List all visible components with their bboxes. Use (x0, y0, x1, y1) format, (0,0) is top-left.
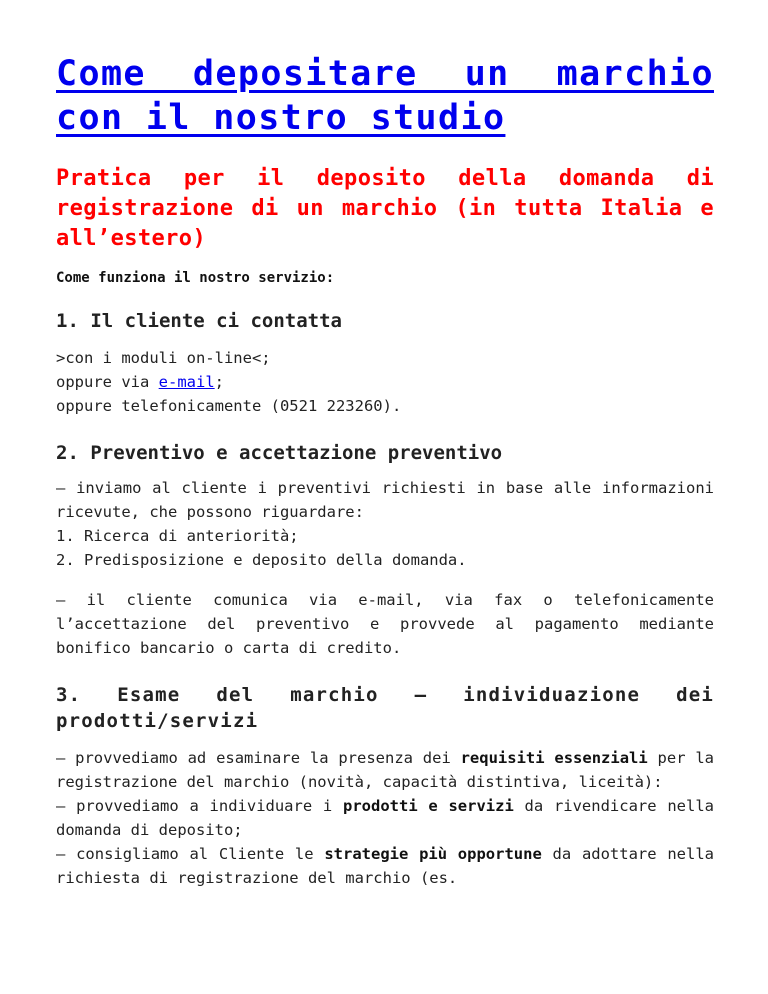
step-2-quote-paragraph (56, 476, 714, 572)
service-intro: Come funziona il nostro servizio: (56, 270, 335, 286)
quote-item-1: 1. Ricerca di anteriorità; (56, 527, 299, 545)
title-line-2: con il nostro studio (56, 98, 506, 138)
step-2-acceptance-paragraph: – il cliente comunica via e-mail, via fax o telefonicamente l’accettazione del preventivo e provvede al pagamento mediante bonifico bancario o carta di credito. (56, 591, 714, 657)
step-2-heading: 2. Preventivo e accettazione preventivo (56, 442, 503, 464)
document-page (56, 0, 714, 890)
contact-online-forms: >con i moduli on-line<; (56, 349, 271, 367)
step-1-heading: 1. Il cliente ci contatta (56, 310, 342, 332)
contact-email-prefix: oppure via (56, 373, 159, 391)
contact-email-suffix: ; (214, 373, 224, 391)
step-3-heading: 3. Esame del marchio – individuazione dei prodotti/servizi (56, 684, 714, 732)
step-3-paragraph (56, 746, 714, 890)
best-strategies: strategie più opportune (324, 845, 542, 863)
step-1-contact-methods (56, 346, 714, 418)
quote-item-2: 2. Predisposizione e deposito della domanda. (56, 551, 467, 569)
step-3-bullet-2: – provvediamo a individuare i prodotti e servizi da rivendicare nella domanda di deposito; (56, 797, 714, 839)
products-services: prodotti e servizi (343, 797, 514, 815)
quote-intro: – inviamo al cliente i preventivi richiesti in base alle informazioni ricevute, che possono riguardare: (56, 479, 714, 521)
step-3-bullet-1: – provvediamo ad esaminare la presenza dei requisiti essenziali per la registrazione del marchio (novità, capacità distintiva, liceità): (56, 749, 714, 791)
page-subtitle: Pratica per il deposito della domanda di registrazione di un marchio (in tutta Italia e all’estero) (56, 166, 714, 251)
contact-email-line (56, 370, 714, 394)
title-line-1: Come depositare un marchio (56, 54, 714, 94)
contact-phone-line: oppure telefonicamente (0521 223260). (56, 397, 402, 415)
title-link[interactable] (56, 54, 714, 138)
email-link[interactable]: e-mail (158, 373, 215, 391)
page-title (56, 52, 714, 140)
step-3-bullet-3: – consigliamo al Cliente le strategie più opportune da adottare nella richiesta di registrazione del marchio (es. (56, 845, 714, 887)
essential-requirements: requisiti essenziali (460, 749, 648, 767)
